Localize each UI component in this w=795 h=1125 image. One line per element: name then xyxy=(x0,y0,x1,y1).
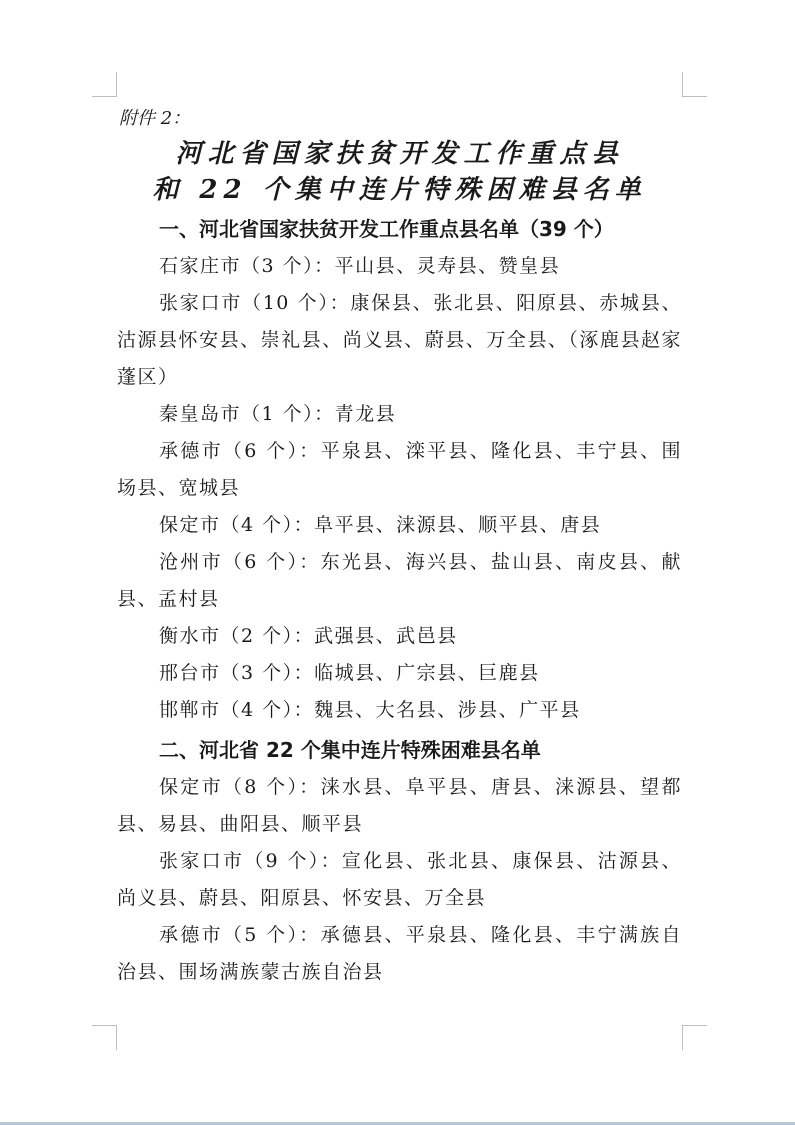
crop-mark-top-left xyxy=(92,72,117,97)
list-item: 张家口市（10 个）：康保县、张北县、阳原县、赤城县、沽源县怀安县、崇礼县、尚义县、蔚县、万全县、（涿鹿县赵家蓬区） xyxy=(117,292,682,388)
attachment-label: 附件 2： xyxy=(119,108,191,129)
list-item: 承德市（5 个）：承德县、平泉县、隆化县、丰宁满族自治县、围场满族蒙古族自治县 xyxy=(117,924,682,983)
crop-mark-bottom-right xyxy=(682,1025,707,1050)
list-item: 秦皇岛市（1 个）：青龙县 xyxy=(159,403,397,425)
list-item: 邢台市（3 个）：临城县、广宗县、巨鹿县 xyxy=(159,662,540,684)
list-item: 保定市（4 个）：阜平县、涞源县、顺平县、唐县 xyxy=(159,514,602,536)
section-1-heading: 一、河北省国家扶贫开发工作重点县名单（39 个） xyxy=(159,217,614,241)
list-item: 衡水市（2 个）：武强县、武邑县 xyxy=(159,625,458,647)
document-body xyxy=(117,102,682,991)
list-item: 承德市（6 个）：平泉县、滦平县、隆化县、丰宁县、围场县、宽城县 xyxy=(117,440,682,499)
crop-mark-top-right xyxy=(682,72,707,97)
title-line-2: 和 22 个集中连片特殊困难县名单 xyxy=(152,175,647,205)
section-2-heading: 二、河北省 22 个集中连片特殊困难县名单 xyxy=(159,738,541,762)
list-item: 邯郸市（4 个）：魏县、大名县、涉县、广平县 xyxy=(159,699,581,721)
list-item: 张家口市（9 个）：宣化县、张北县、康保县、沽源县、尚义县、蔚县、阳原县、怀安县、万全县 xyxy=(117,850,682,909)
crop-mark-bottom-left xyxy=(92,1025,117,1050)
list-item: 保定市（8 个）：涞水县、阜平县、唐县、涞源县、望都县、易县、曲阳县、顺平县 xyxy=(117,776,682,835)
title-line-1: 河北省国家扶贫开发工作重点县 xyxy=(175,139,624,169)
list-item: 沧州市（6 个）：东光县、海兴县、盐山县、南皮县、献县、孟村县 xyxy=(117,551,682,610)
list-item: 石家庄市（3 个）：平山县、灵寿县、赞皇县 xyxy=(159,255,561,277)
